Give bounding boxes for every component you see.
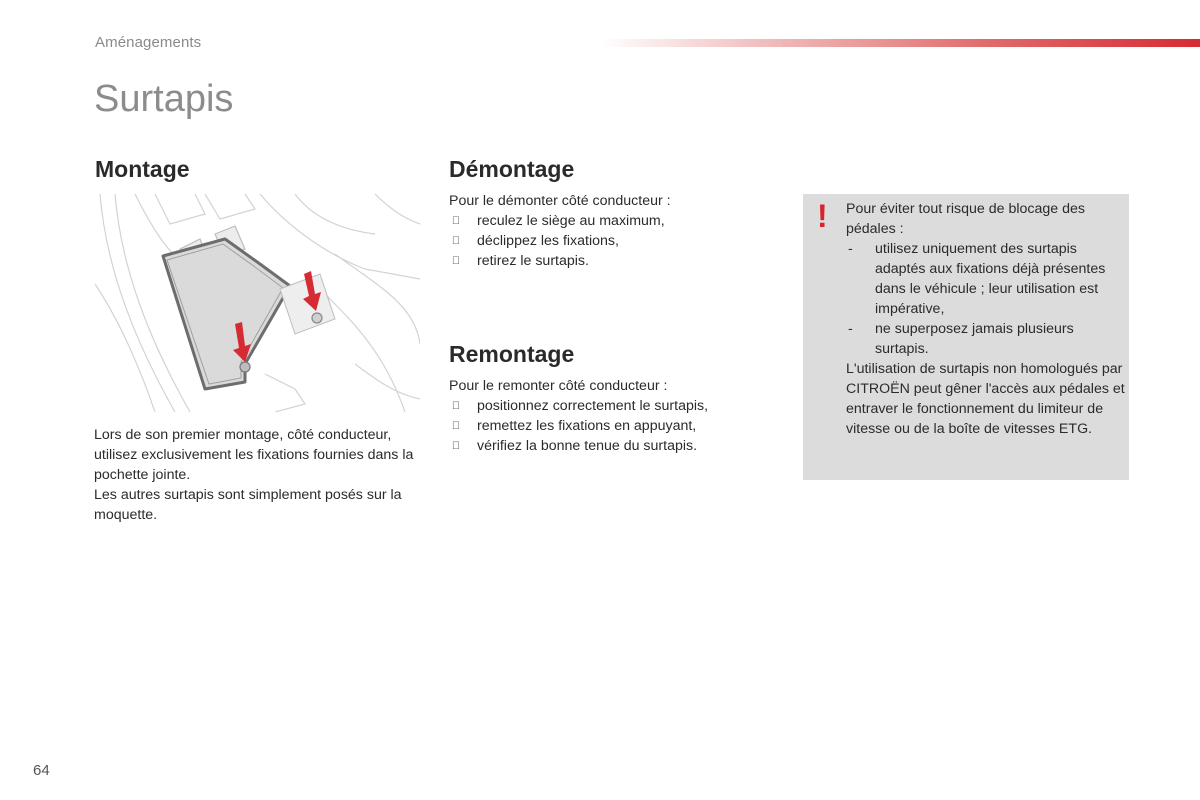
list-item: - ne superposez jamais plusieurs surtapis. (848, 321, 1074, 357)
demontage-block (449, 191, 769, 271)
demontage-intro: Pour le démonter côté conducteur : (449, 193, 671, 209)
pointer-bullet-icon (449, 416, 463, 436)
warning-exclamation-icon: ! (817, 198, 828, 234)
pointer-bullet-icon (449, 396, 463, 416)
warning-list (846, 239, 1126, 359)
dash-bullet: - (848, 241, 853, 257)
dash-bullet: - (848, 321, 853, 337)
warning-outro: L'utilisation de surtapis non homologués par CITROËN peut gêner l'accès aux pédales et entraver le fonctionnement du limiteur de vitesse ou de la boîte de vitesses ETG. (846, 361, 1125, 437)
pointer-bullet-icon (449, 211, 463, 231)
page-number: 64 (33, 762, 50, 779)
warning-text (846, 199, 1126, 439)
pointer-bullet-icon (449, 251, 463, 271)
section-label: Aménagements (95, 34, 202, 51)
list-item: - utilisez uniquement des surtapis adaptés aux fixations déjà présentes dans le véhicule ; leur utilisation est impérative, (848, 241, 1106, 317)
pointer-bullet-icon (449, 436, 463, 456)
list-item: remettez les fixations en appuyant, (449, 416, 769, 436)
remontage-steps (449, 396, 769, 456)
remontage-heading: Remontage (449, 341, 575, 367)
montage-heading: Montage (95, 156, 190, 182)
pointer-bullet-icon (449, 231, 463, 251)
remontage-intro: Pour le remonter côté conducteur : (449, 378, 668, 394)
remontage-block (449, 376, 769, 456)
warning-intro: Pour éviter tout risque de blocage des pédales : (846, 201, 1085, 237)
header-accent-bar (600, 39, 1200, 47)
list-item: retirez le surtapis. (449, 251, 769, 271)
list-item: déclippez les fixations, (449, 231, 769, 251)
floor-mat-illustration (95, 194, 420, 412)
list-item: positionnez correctement le surtapis, (449, 396, 769, 416)
warning-box (803, 194, 1129, 480)
montage-text: Lors de son premier montage, côté conducteur, utilisez exclusivement les fixations fournies dans la pochette jointe. Les autres surtapis sont simplement posés sur la moquette. (94, 427, 414, 523)
list-item: reculez le siège au maximum, (449, 211, 769, 231)
demontage-steps (449, 211, 769, 271)
page-title: Surtapis (94, 78, 234, 120)
demontage-heading: Démontage (449, 156, 575, 182)
list-item: vérifiez la bonne tenue du surtapis. (449, 436, 769, 456)
